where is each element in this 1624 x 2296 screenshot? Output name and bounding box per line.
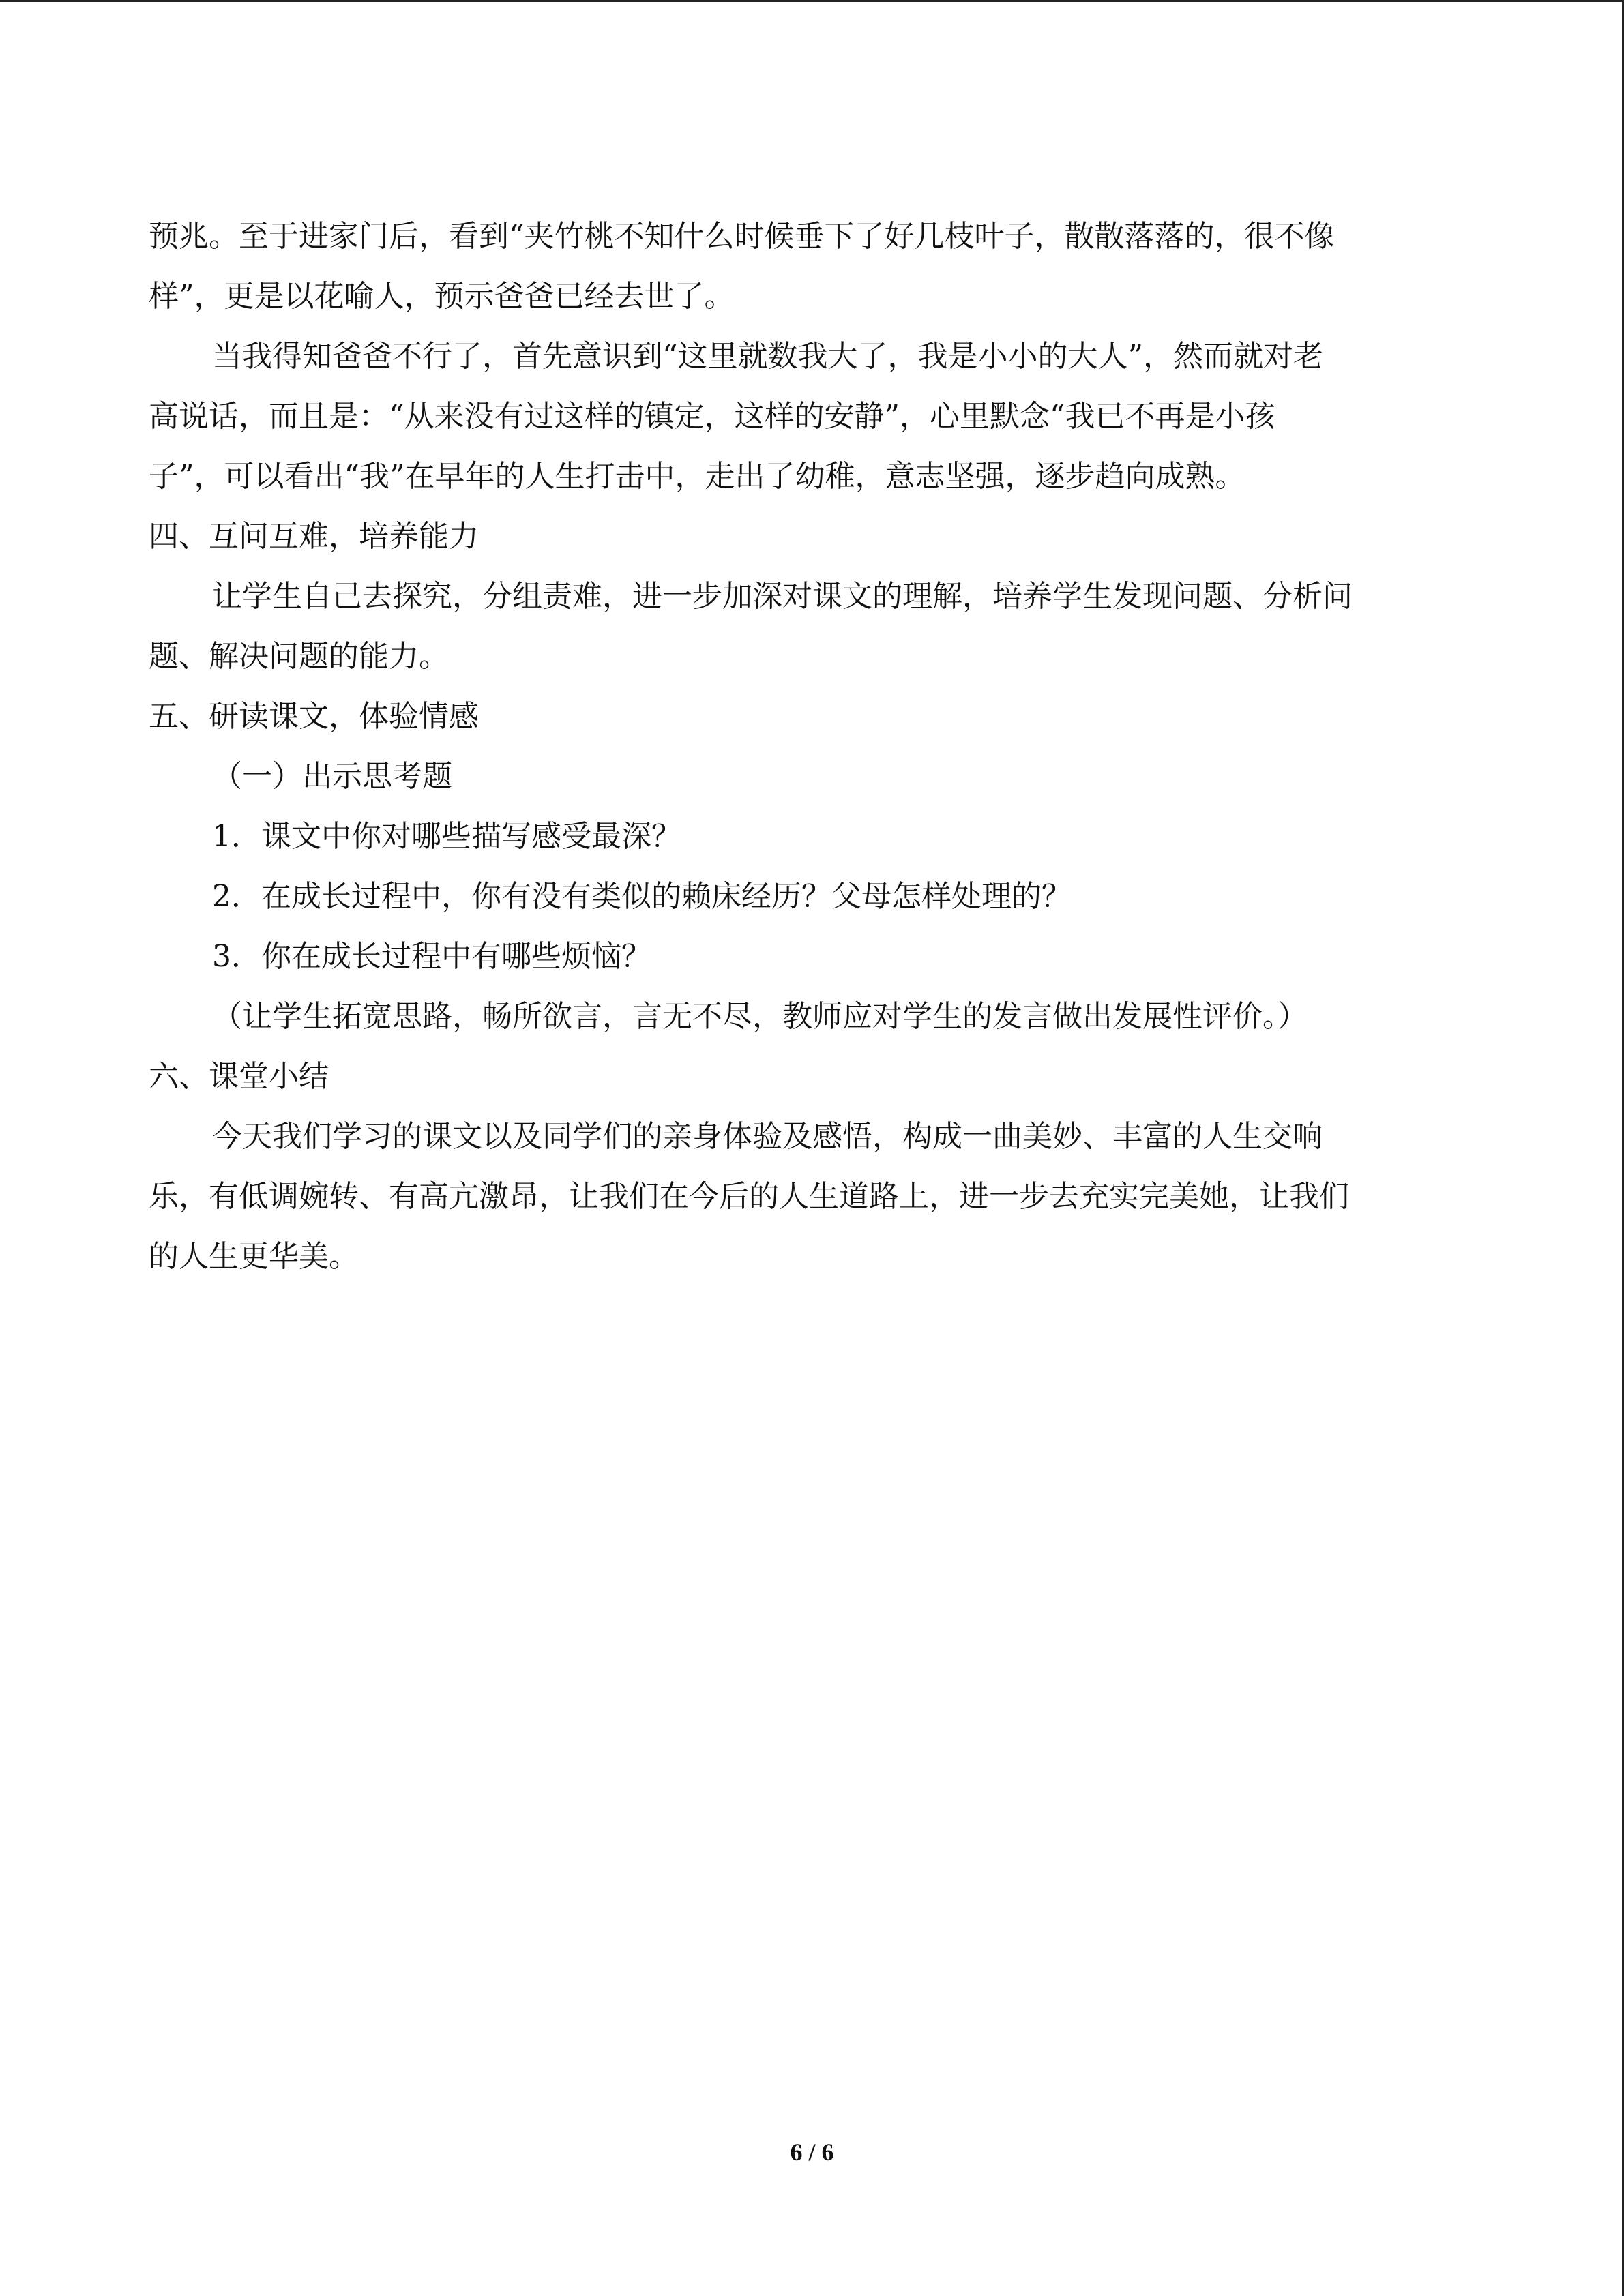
- body-line-2: 样”，更是以花喻人，预示爸爸已经去世了。: [149, 279, 735, 314]
- body-line-8: 今天我们学习的课文以及同学们的亲身体验及感悟，构成一曲美妙、丰富的人生交响: [212, 1119, 1323, 1154]
- teacher-note: （让学生拓宽思路，畅所欲言，言无不尽，教师应对学生的发言做出发展性评价。）: [212, 999, 1308, 1034]
- body-line-10: 的人生更华美。: [149, 1239, 359, 1274]
- question-item-3: 3．你在成长过程中有哪些烦恼？: [212, 939, 651, 974]
- question-item-2: 2．在成长过程中，你有没有类似的赖床经历？父母怎样处理的？: [212, 879, 1072, 914]
- body-line-3: 当我得知爸爸不行了，首先意识到“这里就数我大了，我是小小的大人”，然而就对老: [212, 339, 1323, 374]
- section-heading-4: 四、互问互难，培养能力: [149, 519, 479, 554]
- subsection-heading: （一）出示思考题: [212, 759, 452, 794]
- body-line-1: 预兆。至于进家门后，看到“夹竹桃不知什么时候垂下了好几枝叶子，散散落落的，很不像: [149, 219, 1335, 254]
- body-line-7: 题、解决问题的能力。: [149, 639, 449, 674]
- body-line-5: 子”，可以看出“我”在早年的人生打击中，走出了幼稚，意志坚强，逐步趋向成熟。: [149, 459, 1245, 494]
- section-heading-5: 五、研读课文，体验情感: [149, 699, 479, 734]
- body-line-9: 乐，有低调婉转、有高亢激昂，让我们在今后的人生道路上，进一步去充实完美她，让我们: [149, 1179, 1349, 1214]
- question-item-1: 1．课文中你对哪些描写感受最深？: [212, 819, 681, 854]
- body-line-6: 让学生自己去探究，分组责难，进一步加深对课文的理解，培养学生发现问题、分析问: [212, 579, 1353, 614]
- page-number: 6 / 6: [790, 2138, 834, 2166]
- body-line-4: 高说话，而且是：“从来没有过这样的镇定，这样的安静”，心里默念“我已不再是小孩: [149, 399, 1275, 434]
- section-heading-6: 六、课堂小结: [149, 1059, 329, 1094]
